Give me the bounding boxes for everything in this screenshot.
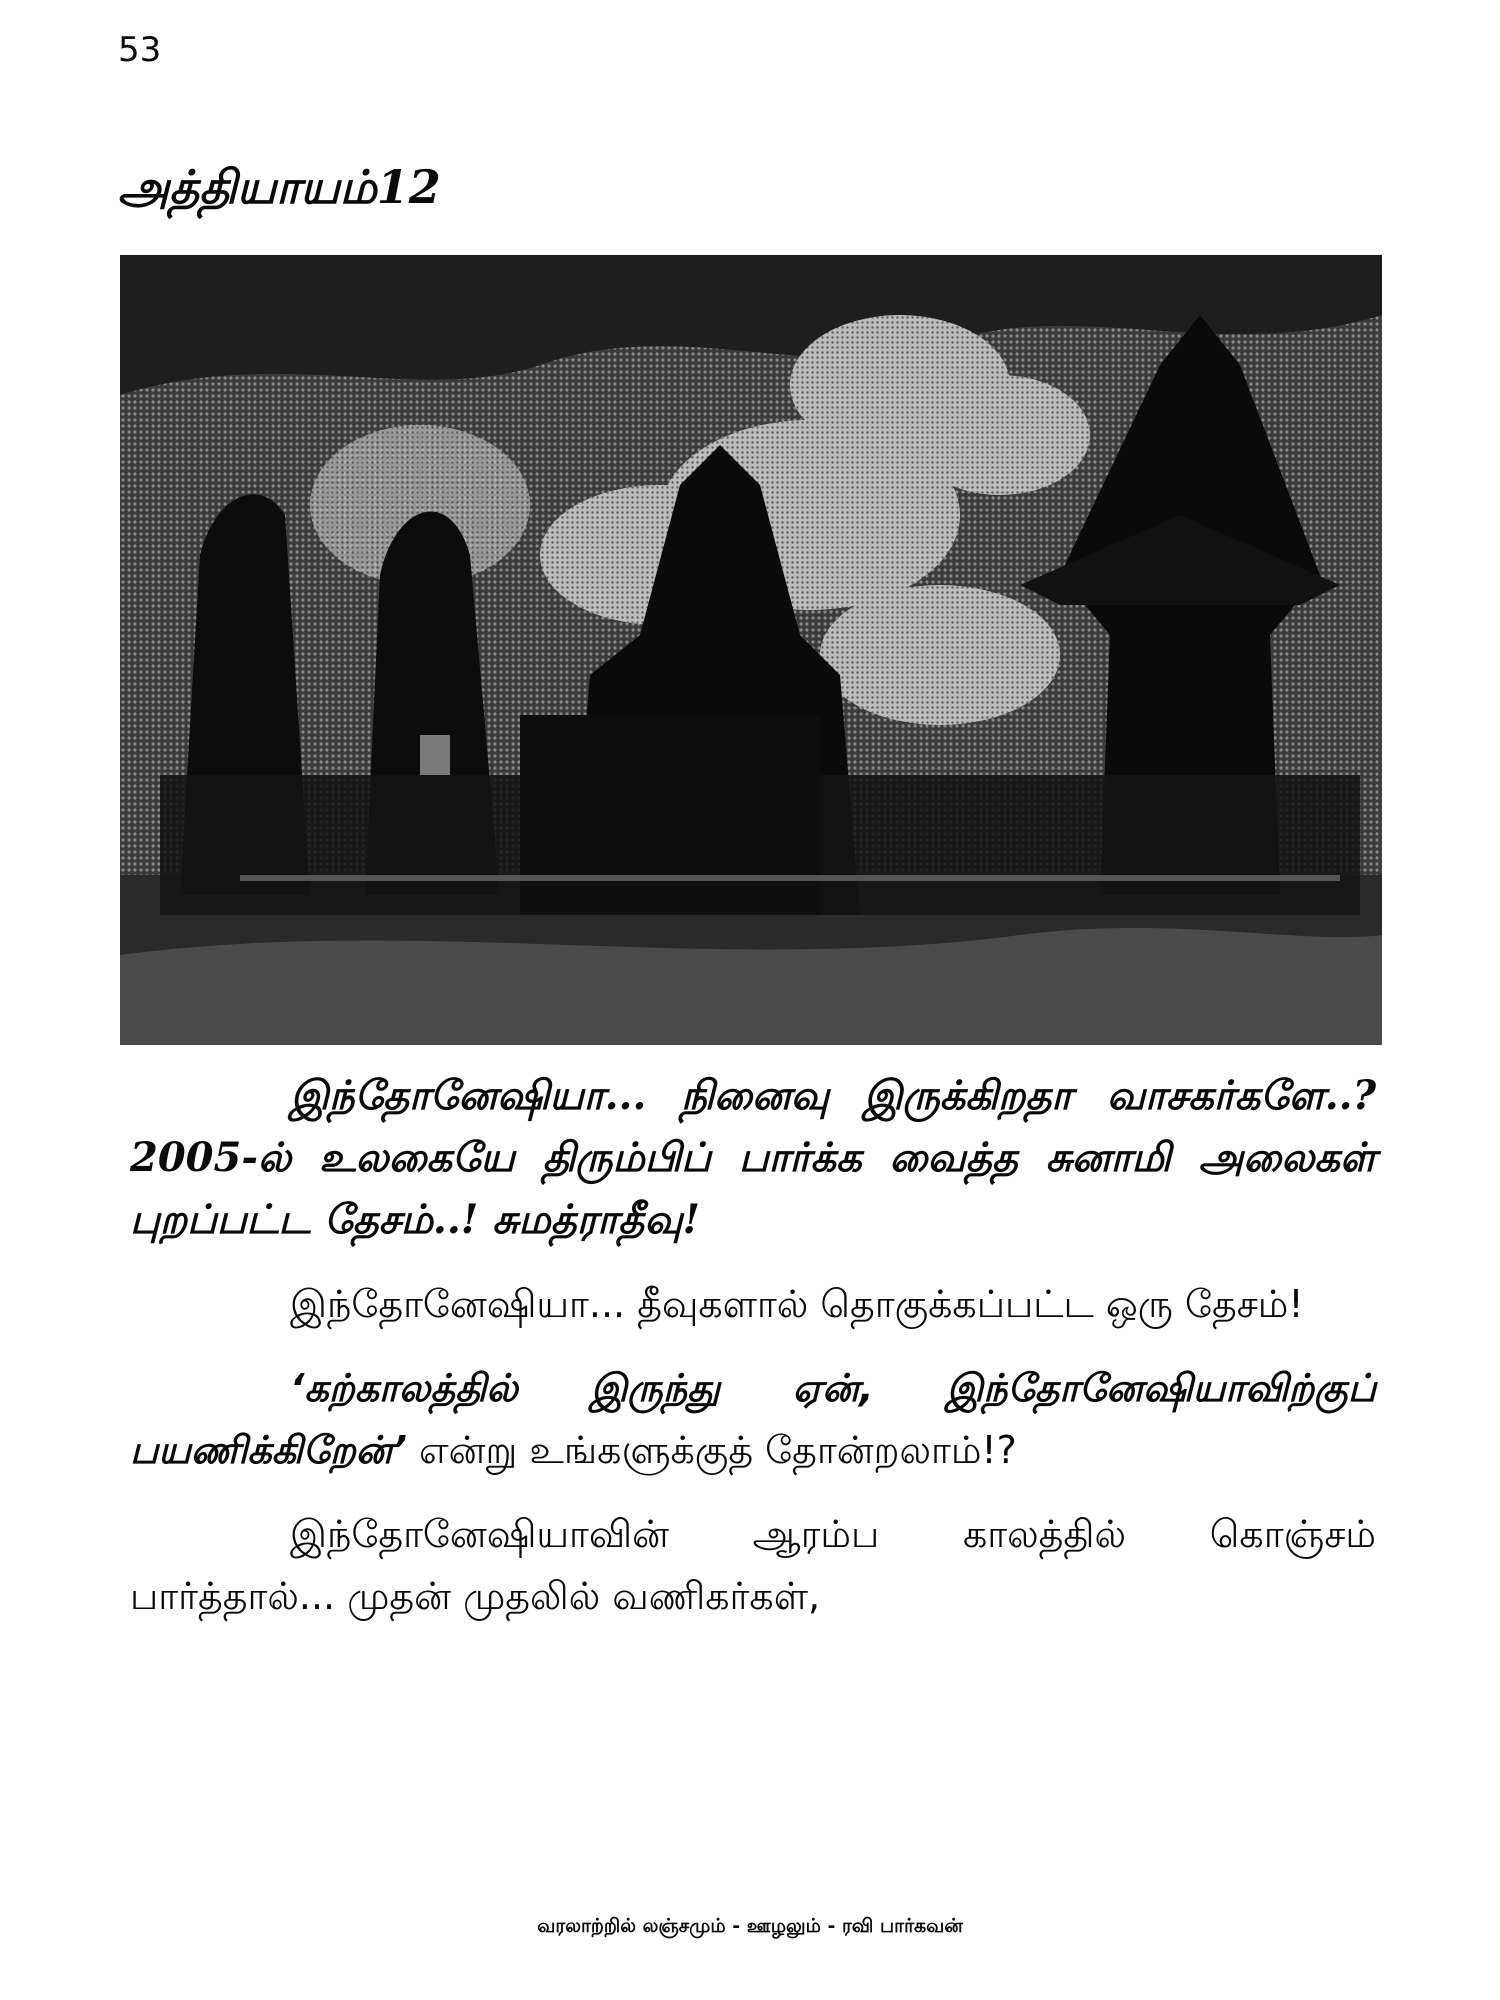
page-number: 53	[118, 30, 162, 70]
chapter-title: அத்தியாயம்12	[118, 160, 441, 214]
paragraph-3-quote: ‘கற்காலத்தில் இருந்து ஏன், இந்தோனேஷியாவிற்குப் பயணிக்கிறேன்’	[130, 1366, 1376, 1472]
body-text	[130, 1065, 1376, 1649]
paragraph-3-rest: என்று உங்களுக்குத் தோன்றலாம்!?	[406, 1428, 1017, 1472]
temple-photo	[120, 255, 1382, 1045]
paragraph-1: இந்தோனேஷியா... நினைவு இருக்கிறதா வாசகர்களே..? 2005-ல் உலகையே திரும்பிப் பார்க்க வைத்த சுனாமி அலைகள் புறப்பட்ட தேசம்..! சுமத்ராதீவு!	[130, 1072, 1376, 1243]
paragraph-3	[130, 1357, 1376, 1481]
page-footer: வரலாற்றில் லஞ்சமும் - ஊழலும் - ரவி பார்கவன்	[537, 1915, 963, 1937]
paragraph-4: இந்தோனேஷியாவின் ஆரம்ப காலத்தில் கொஞ்சம் பார்த்தால்... முதன் முதலில் வணிகர்கள்,	[130, 1512, 1376, 1618]
paragraph-2: இந்தோனேஷியா... தீவுகளால் தொகுக்கப்பட்ட ஒரு தேசம்!	[290, 1282, 1304, 1326]
temple-photo-illustration	[120, 255, 1382, 1045]
